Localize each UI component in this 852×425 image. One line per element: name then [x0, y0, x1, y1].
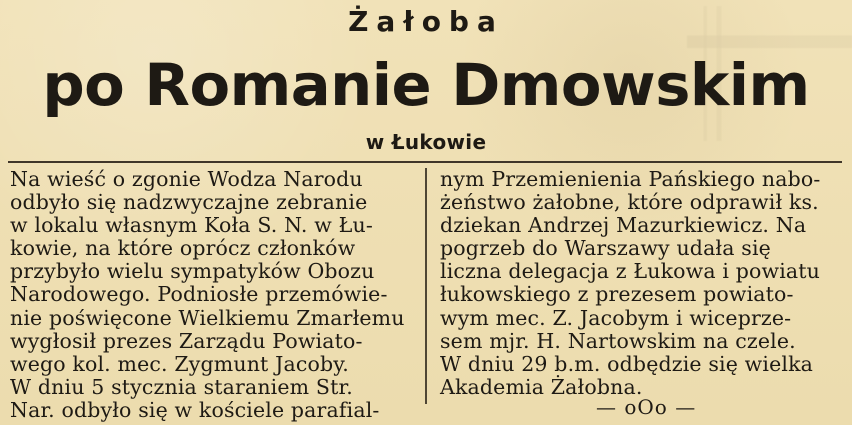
left-column-line: W dniu 5 stycznia staraniem Str.	[10, 374, 353, 399]
left-column-line: Narodowego. Podniosłe przemówie-	[10, 282, 388, 307]
left-column-line: wego kol. mec. Zygmunt Jacoby.	[10, 351, 349, 376]
left-column-line: wygłosił prezes Zarządu Powiato-	[10, 328, 363, 353]
section-ornament: — oOo —	[596, 395, 697, 419]
right-column-line: wym mec. Z. Jacobym i wiceprze-	[440, 305, 792, 330]
right-column-line: łukowskiego z prezesem powiato-	[440, 282, 794, 307]
right-column-line: Akademia Żałobna.	[440, 374, 643, 399]
left-column	[10, 168, 424, 422]
left-column-line: kowie, na które oprócz członków	[10, 236, 356, 261]
right-column-line: żeństwo żałobne, które odprawił ks.	[440, 190, 819, 215]
headline-top: Żałoba	[348, 5, 504, 38]
headline-subtitle: w Łukowie	[365, 130, 487, 154]
right-column	[440, 168, 842, 399]
headline-main: po Romanie Dmowskim	[42, 51, 810, 119]
left-column-line: w lokalu własnym Koła S. N. w Łu-	[10, 213, 373, 238]
headline-divider	[8, 161, 842, 163]
left-column-line: Nar. odbyło się w kościele parafial-	[10, 397, 380, 422]
left-column-line: nie poświęcone Wielkiemu Zmarłemu	[10, 305, 405, 330]
right-column-line: sem mjr. H. Nartowskim na czele.	[440, 328, 796, 353]
left-column-line: Na wieść o zgonie Wodza Narodu	[10, 167, 363, 191]
column-divider	[425, 168, 427, 404]
left-column-line: przybyło wielu sympatyków Obozu	[10, 259, 375, 284]
left-column-line: odbyło się nadzwyczajne zebranie	[10, 190, 368, 215]
right-column-line: nym Przemienienia Pańskiego nabo-	[440, 167, 821, 191]
right-column-line: pogrzeb do Warszawy udała się	[440, 236, 771, 261]
right-column-line: dziekan Andrzej Mazurkiewicz. Na	[440, 213, 807, 238]
right-column-line: W dniu 29 b.m. odbędzie się wielka	[440, 351, 814, 376]
right-column-line: liczna delegacja z Łukowa i powiatu	[440, 259, 821, 284]
